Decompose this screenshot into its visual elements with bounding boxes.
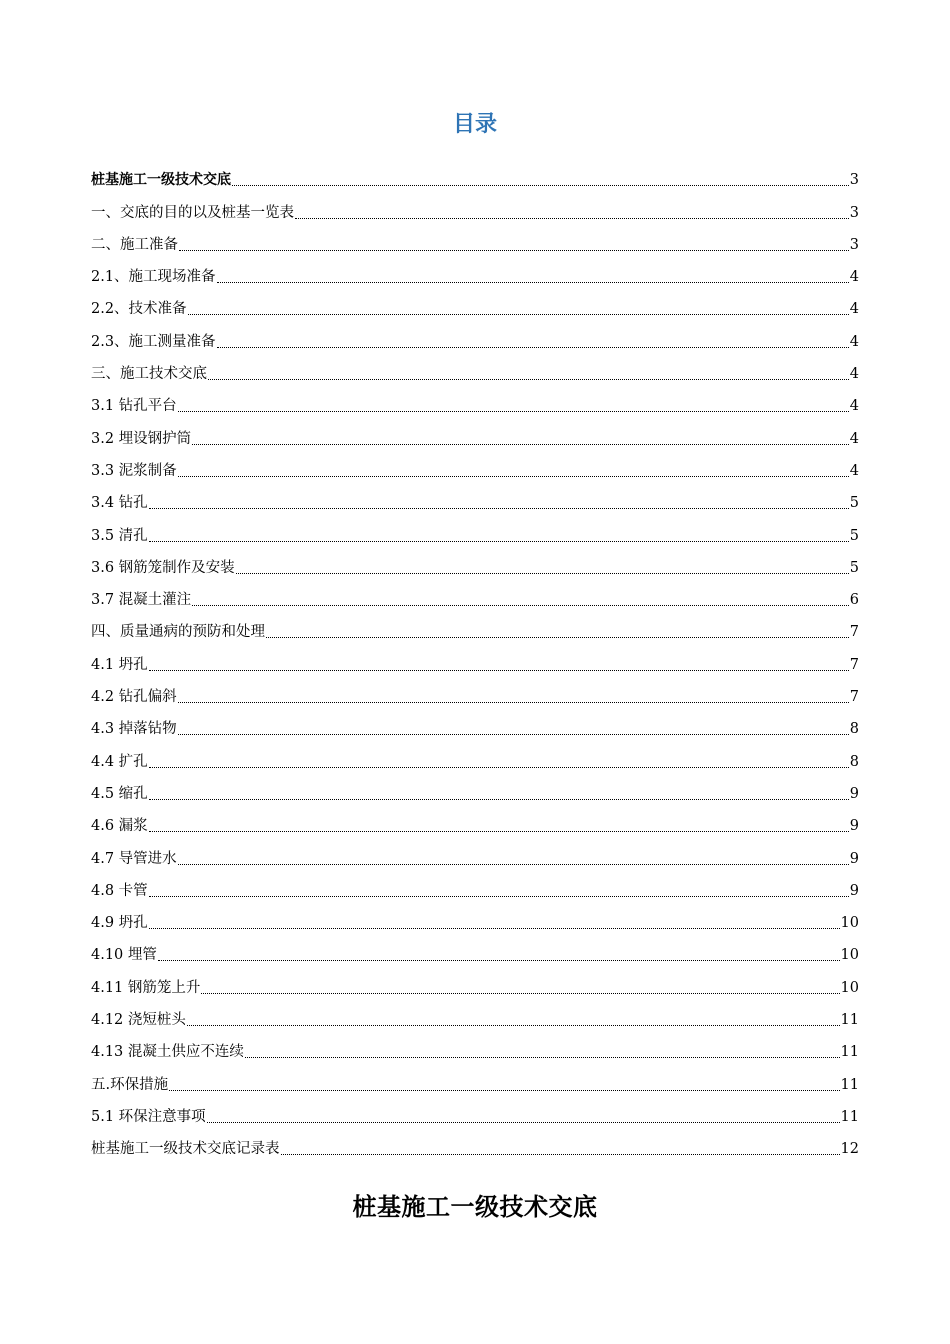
toc-entry[interactable] xyxy=(91,998,859,1030)
document-title: 桩基施工一级技术交底 xyxy=(352,1192,598,1221)
toc-entry-page-number: 9 xyxy=(849,785,859,802)
toc-dot-leader xyxy=(178,732,849,735)
toc-entry-page-number: 5 xyxy=(849,527,859,544)
toc-dot-leader xyxy=(208,377,849,380)
toc-entry-page-number: 5 xyxy=(849,495,859,512)
toc-entry-title: 2.2、技术准备 xyxy=(91,301,187,318)
toc-entry[interactable] xyxy=(91,223,859,255)
toc-entry-title: 3.2 埋设钢护筒 xyxy=(91,430,192,447)
toc-entry-title: 4.12 浇短桩头 xyxy=(91,1012,186,1029)
toc-entry-title: 桩基施工一级技术交底记录表 xyxy=(91,1141,280,1158)
toc-dot-leader xyxy=(178,409,849,412)
toc-dot-leader xyxy=(149,926,840,929)
toc-dot-leader xyxy=(217,280,849,283)
toc-entry-page-number: 9 xyxy=(849,850,859,867)
toc-entry-title: 一、交底的目的以及桩基一览表 xyxy=(91,204,294,221)
toc-entry-title: 4.9 坍孔 xyxy=(91,915,148,932)
toc-entry-page-number: 4 xyxy=(849,269,859,286)
toc-dot-leader xyxy=(178,474,849,477)
toc-entry-title: 4.5 缩孔 xyxy=(91,785,148,802)
toc-dot-leader xyxy=(187,1023,840,1026)
toc-entry[interactable] xyxy=(91,739,859,771)
toc-dot-leader xyxy=(207,1120,840,1123)
toc-dot-leader xyxy=(179,248,849,251)
toc-entry[interactable] xyxy=(91,319,859,351)
toc-entry-title: 4.4 扩孔 xyxy=(91,753,148,770)
toc-entry-title: 五.环保措施 xyxy=(91,1076,169,1093)
toc-dot-leader xyxy=(295,216,849,219)
toc-entry-title: 4.8 卡管 xyxy=(91,882,148,899)
toc-list xyxy=(91,158,859,1159)
toc-dot-leader xyxy=(149,506,849,509)
toc-entry[interactable] xyxy=(91,578,859,610)
toc-dot-leader xyxy=(149,797,849,800)
toc-entry-title: 4.3 掉落钻物 xyxy=(91,721,177,738)
toc-entry[interactable] xyxy=(91,804,859,836)
toc-entry-page-number: 7 xyxy=(849,656,859,673)
toc-entry-page-number: 3 xyxy=(849,204,859,221)
toc-entry[interactable] xyxy=(91,965,859,997)
toc-entry-page-number: 4 xyxy=(849,430,859,447)
toc-entry-page-number: 12 xyxy=(840,1141,859,1158)
toc-entry-page-number: 3 xyxy=(849,236,859,253)
toc-entry[interactable] xyxy=(91,449,859,481)
toc-entry[interactable] xyxy=(91,481,859,513)
toc-entry[interactable] xyxy=(91,901,859,933)
toc-dot-leader xyxy=(192,603,849,606)
toc-entry-title: 3.3 泥浆制备 xyxy=(91,462,177,479)
toc-entry-page-number: 11 xyxy=(840,1012,859,1029)
toc-entry-title: 桩基施工一级技术交底 xyxy=(91,172,231,189)
toc-dot-leader xyxy=(201,991,839,994)
toc-entry-page-number: 7 xyxy=(849,624,859,641)
toc-entry-page-number: 9 xyxy=(849,882,859,899)
toc-entry[interactable] xyxy=(91,675,859,707)
toc-entry-page-number: 8 xyxy=(849,753,859,770)
toc-entry-title: 3.6 钢筋笼制作及安装 xyxy=(91,559,235,576)
toc-entry-title: 4.1 坍孔 xyxy=(91,656,148,673)
toc-dot-leader xyxy=(178,862,849,865)
toc-entry[interactable] xyxy=(91,1062,859,1094)
toc-entry-page-number: 10 xyxy=(840,947,859,964)
toc-entry-title: 3.7 混凝土灌注 xyxy=(91,592,192,609)
toc-entry-page-number: 10 xyxy=(840,979,859,996)
toc-entry[interactable] xyxy=(91,642,859,674)
toc-dot-leader xyxy=(281,1152,840,1155)
toc-entry-page-number: 11 xyxy=(840,1076,859,1093)
toc-entry[interactable] xyxy=(91,416,859,448)
toc-entry-page-number: 4 xyxy=(849,366,859,383)
toc-entry-title: 3.4 钻孔 xyxy=(91,495,148,512)
toc-entry[interactable] xyxy=(91,933,859,965)
toc-entry[interactable] xyxy=(91,255,859,287)
toc-dot-leader xyxy=(236,571,849,574)
toc-entry-page-number: 11 xyxy=(840,1044,859,1061)
toc-dot-leader xyxy=(188,312,849,315)
toc-entry-page-number: 3 xyxy=(849,172,859,189)
toc-entry-title: 4.11 钢筋笼上升 xyxy=(91,979,201,996)
toc-entry[interactable] xyxy=(91,869,859,901)
toc-entry[interactable] xyxy=(91,190,859,222)
toc-entry-title: 4.13 混凝土供应不连续 xyxy=(91,1044,244,1061)
toc-dot-leader xyxy=(149,829,849,832)
toc-entry-title: 5.1 环保注意事项 xyxy=(91,1108,206,1125)
toc-entry-page-number: 8 xyxy=(849,721,859,738)
toc-entry[interactable] xyxy=(91,384,859,416)
toc-heading: 目录 xyxy=(452,112,497,137)
toc-entry[interactable] xyxy=(91,158,859,190)
toc-entry[interactable] xyxy=(91,1030,859,1062)
toc-entry-page-number: 5 xyxy=(849,559,859,576)
toc-entry-page-number: 4 xyxy=(849,301,859,318)
toc-entry-title: 3.5 清孔 xyxy=(91,527,148,544)
toc-entry-title: 2.3、施工测量准备 xyxy=(91,333,216,350)
toc-entry-page-number: 10 xyxy=(840,915,859,932)
toc-entry-page-number: 11 xyxy=(840,1108,859,1125)
toc-dot-leader xyxy=(169,1088,839,1091)
toc-dot-leader xyxy=(266,635,849,638)
toc-entry-title: 四、质量通病的预防和处理 xyxy=(91,624,265,641)
toc-entry[interactable] xyxy=(91,287,859,319)
toc-dot-leader xyxy=(245,1055,840,1058)
toc-entry[interactable] xyxy=(91,546,859,578)
toc-entry[interactable] xyxy=(91,352,859,384)
toc-dot-leader xyxy=(192,442,849,445)
toc-entry-page-number: 4 xyxy=(849,398,859,415)
toc-dot-leader xyxy=(232,183,849,186)
toc-dot-leader xyxy=(178,700,849,703)
toc-dot-leader xyxy=(149,894,849,897)
toc-entry-page-number: 4 xyxy=(849,333,859,350)
toc-entry-title: 4.10 埋管 xyxy=(91,947,157,964)
toc-entry-title: 4.6 漏浆 xyxy=(91,818,148,835)
toc-entry[interactable] xyxy=(91,707,859,739)
toc-entry-page-number: 6 xyxy=(849,592,859,609)
toc-dot-leader xyxy=(149,668,849,671)
toc-dot-leader xyxy=(158,958,840,961)
toc-entry[interactable] xyxy=(91,1127,859,1159)
toc-entry-title: 4.7 导管进水 xyxy=(91,850,177,867)
toc-entry-title: 二、施工准备 xyxy=(91,236,178,253)
toc-entry-title: 2.1、施工现场准备 xyxy=(91,269,216,286)
toc-entry[interactable] xyxy=(91,610,859,642)
toc-entry[interactable] xyxy=(91,836,859,868)
toc-dot-leader xyxy=(149,539,849,542)
toc-entry-title: 3.1 钻孔平台 xyxy=(91,398,177,415)
toc-entry-page-number: 9 xyxy=(849,818,859,835)
toc-entry[interactable] xyxy=(91,772,859,804)
toc-entry[interactable] xyxy=(91,1095,859,1127)
toc-entry-page-number: 7 xyxy=(849,689,859,706)
toc-entry[interactable] xyxy=(91,513,859,545)
toc-entry-title: 三、施工技术交底 xyxy=(91,366,207,383)
toc-dot-leader xyxy=(149,765,849,768)
toc-entry-title: 4.2 钻孔偏斜 xyxy=(91,689,177,706)
toc-entry-page-number: 4 xyxy=(849,462,859,479)
toc-dot-leader xyxy=(217,345,849,348)
